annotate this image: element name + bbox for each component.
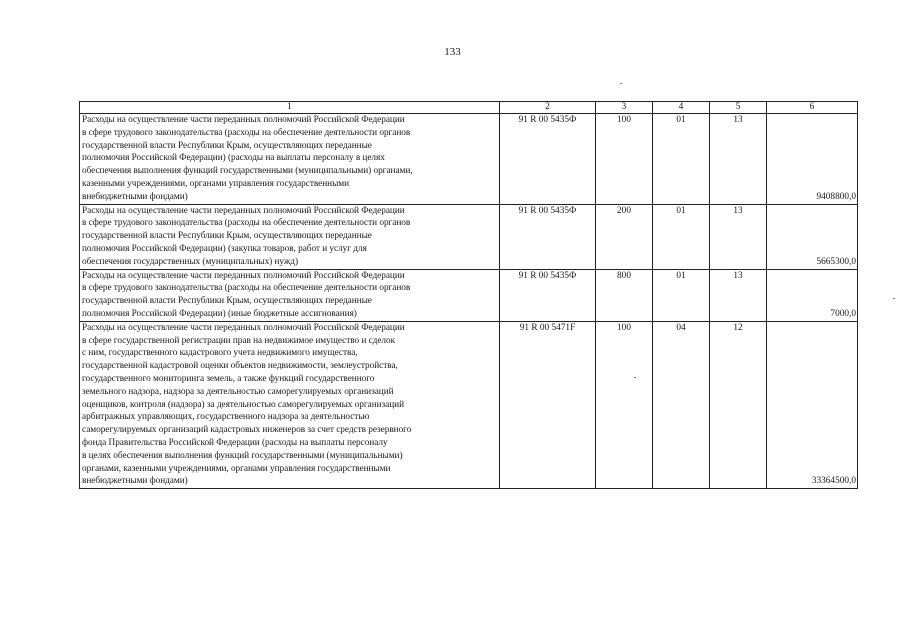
row-code: 91 R 00 5471F — [500, 321, 596, 488]
column-header: 2 — [500, 102, 596, 114]
table-header-row — [80, 102, 858, 114]
row-amount: 7000,0 — [767, 269, 858, 321]
budget-table — [79, 101, 858, 489]
row-subsection: 13 — [710, 269, 767, 321]
row-expense-type: 200 — [596, 204, 653, 269]
row-description: Расходы на осуществление части переданных полномочий Российской Федерации в сфере государственной регистрации прав на недвижимое имущество и сделок с ним, государственного кадастрового учета недвижимого имущества, государственной кадастровой оценки объектов недвижимости, землеустройства, государственного мониторинга земель, а также функций государственного земельного надзора, надзора за деятельностью саморегулируемых организаций оценщиков, контроля (надзора) за деятельностью саморегулируемых организаций арбитражных управляющих, государственного надзора за деятельностью саморегулируемых организаций кадастровых инженеров за счет средств резервного фонда Правительства Российской Федерации (расходы на выплаты персоналу в целях обеспечения выполнения функций государственными (муниципальными) органами, казенными учреждениями, органами управления государственными внебюджетными фондами) — [80, 321, 500, 488]
row-amount: 5665300,0 — [767, 204, 858, 269]
scan-speck — [893, 298, 895, 299]
row-subsection: 13 — [710, 114, 767, 205]
row-amount: 9408800,0 — [767, 114, 858, 205]
table-row — [80, 114, 858, 205]
row-section: 01 — [653, 269, 710, 321]
column-header: 4 — [653, 102, 710, 114]
page-number: 133 — [444, 46, 461, 58]
row-code: 91 R 00 5435Ф — [500, 114, 596, 205]
column-header: 3 — [596, 102, 653, 114]
column-header: 1 — [80, 102, 500, 114]
table-row — [80, 269, 858, 321]
row-expense-type: 100 — [596, 321, 653, 488]
row-subsection: 12 — [710, 321, 767, 488]
scan-speck — [634, 377, 636, 378]
row-description: Расходы на осуществление части переданных полномочий Российской Федерации в сфере трудового законодательства (расходы на обеспечение деятельности органов государственной власти Республики Крым, осуществляющих переданные полномочия Российской Федерации) (иные бюджетные ассигнования) — [80, 269, 500, 321]
row-section: 01 — [653, 114, 710, 205]
table-row — [80, 204, 858, 269]
row-subsection: 13 — [710, 204, 767, 269]
column-header: 6 — [767, 102, 858, 114]
row-section: 04 — [653, 321, 710, 488]
row-expense-type: 100 — [596, 114, 653, 205]
scan-speck — [620, 83, 622, 84]
row-code: 91 R 00 5435Ф — [500, 269, 596, 321]
row-description: Расходы на осуществление части переданных полномочий Российской Федерации в сфере трудового законодательства (расходы на обеспечение деятельности органов государственной власти Республики Крым, осуществляющих переданные полномочия Российской Федерации) (закупка товаров, работ и услуг для обеспечения государственных (муниципальных) нужд) — [80, 204, 500, 269]
row-expense-type: 800 — [596, 269, 653, 321]
row-description: Расходы на осуществление части переданных полномочий Российской Федерации в сфере трудового законодательства (расходы на обеспечение деятельности органов государственной власти Республики Крым, осуществляющих переданные полномочия Российской Федерации) (расходы на выплаты персоналу в целях обеспечения выполнения функций государственными (муниципальными) органами, казенными учреждениями, органами управления государственными внебюджетными фондами) — [80, 114, 500, 205]
table-row — [80, 321, 858, 488]
column-header: 5 — [710, 102, 767, 114]
row-section: 01 — [653, 204, 710, 269]
row-code: 91 R 00 5435Ф — [500, 204, 596, 269]
row-amount: 33364500,0 — [767, 321, 858, 488]
